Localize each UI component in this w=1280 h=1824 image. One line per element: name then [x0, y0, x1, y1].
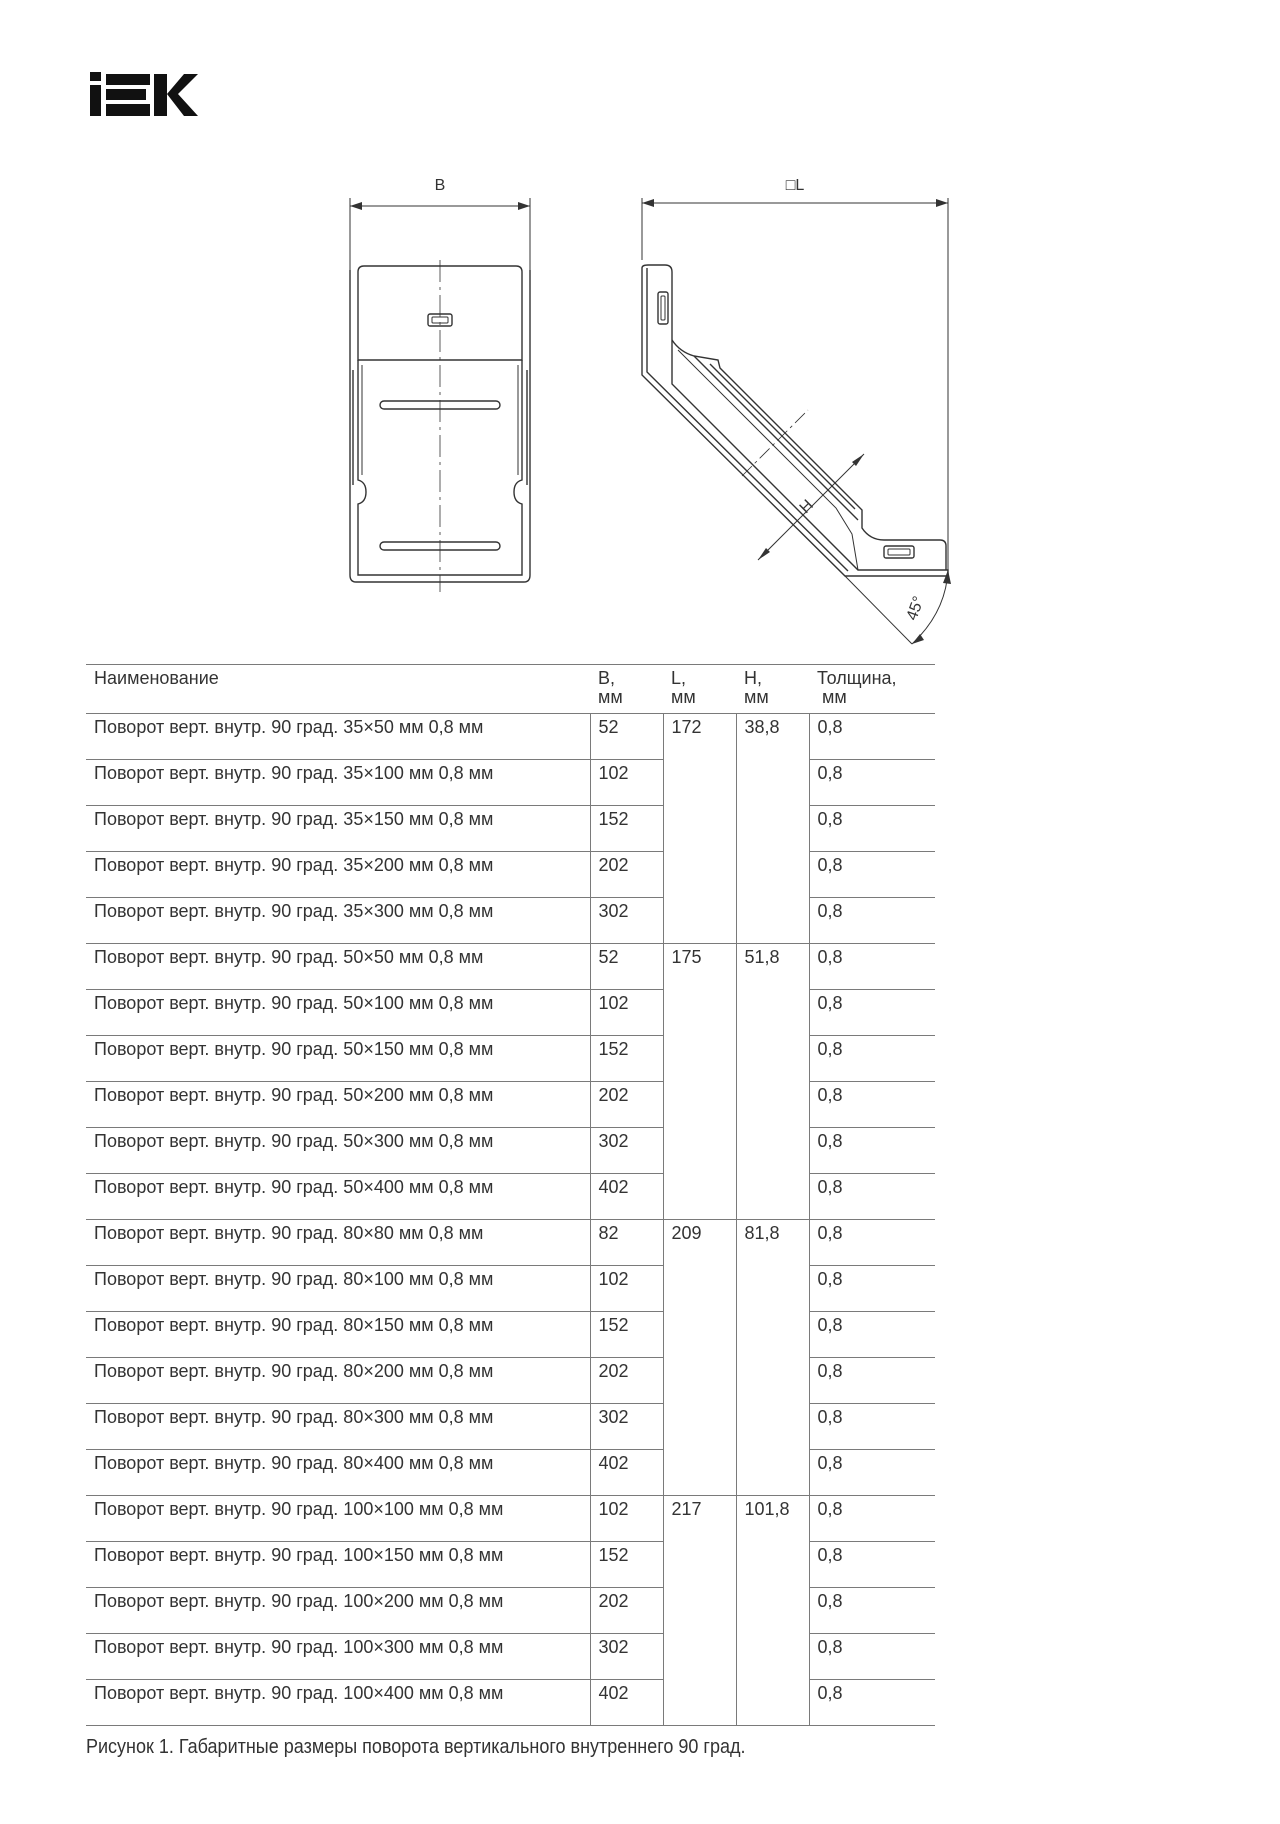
cell-h	[736, 1036, 809, 1082]
cell-h: 101,8	[736, 1496, 809, 1542]
cell-l	[663, 1404, 736, 1450]
cell-thickness: 0,8	[809, 1312, 935, 1358]
cell-b: 402	[590, 1680, 663, 1726]
cell-thickness: 0,8	[809, 1680, 935, 1726]
cell-name: Поворот верт. внутр. 90 град. 80×80 мм 0,8 мм	[86, 1220, 590, 1266]
cell-thickness: 0,8	[809, 852, 935, 898]
cell-h	[736, 1266, 809, 1312]
cell-l	[663, 1312, 736, 1358]
table-row	[86, 714, 935, 760]
cell-thickness: 0,8	[809, 1036, 935, 1082]
cell-b: 152	[590, 806, 663, 852]
table-row	[86, 1128, 935, 1174]
table-row	[86, 1680, 935, 1726]
cell-thickness: 0,8	[809, 1128, 935, 1174]
cell-name: Поворот верт. внутр. 90 град. 80×100 мм 0,8 мм	[86, 1266, 590, 1312]
cell-b: 202	[590, 852, 663, 898]
side-view	[642, 177, 951, 644]
table-row	[86, 990, 935, 1036]
angle-dimension-label: 45°	[903, 594, 928, 623]
table-row	[86, 806, 935, 852]
cell-l	[663, 1680, 736, 1726]
cell-l: 217	[663, 1496, 736, 1542]
cell-h	[736, 990, 809, 1036]
cell-thickness: 0,8	[809, 760, 935, 806]
cell-b: 202	[590, 1082, 663, 1128]
cell-h	[736, 1312, 809, 1358]
cell-name: Поворот верт. внутр. 90 град. 35×150 мм 0,8 мм	[86, 806, 590, 852]
cell-b: 102	[590, 1496, 663, 1542]
cell-name: Поворот верт. внутр. 90 град. 35×100 мм 0,8 мм	[86, 760, 590, 806]
table-row	[86, 1588, 935, 1634]
cell-thickness: 0,8	[809, 898, 935, 944]
cell-h	[736, 1082, 809, 1128]
cell-h	[736, 760, 809, 806]
cell-l	[663, 1542, 736, 1588]
table-row	[86, 898, 935, 944]
cell-h	[736, 1588, 809, 1634]
cell-b: 202	[590, 1588, 663, 1634]
cell-thickness: 0,8	[809, 1266, 935, 1312]
cell-h	[736, 1680, 809, 1726]
cell-l	[663, 1358, 736, 1404]
cell-name: Поворот верт. внутр. 90 град. 100×200 мм 0,8 мм	[86, 1588, 590, 1634]
cell-name: Поворот верт. внутр. 90 град. 80×300 мм 0,8 мм	[86, 1404, 590, 1450]
cell-h: 81,8	[736, 1220, 809, 1266]
cell-b: 102	[590, 760, 663, 806]
cell-b: 152	[590, 1036, 663, 1082]
cell-name: Поворот верт. внутр. 90 град. 100×100 мм 0,8 мм	[86, 1496, 590, 1542]
cell-name: Поворот верт. внутр. 90 град. 50×50 мм 0,8 мм	[86, 944, 590, 990]
cell-name: Поворот верт. внутр. 90 град. 50×400 мм 0,8 мм	[86, 1174, 590, 1220]
cell-thickness: 0,8	[809, 990, 935, 1036]
cell-b: 202	[590, 1358, 663, 1404]
width-dimension-label: B	[434, 177, 446, 194]
cell-l: 175	[663, 944, 736, 990]
table-row	[86, 1220, 935, 1266]
cell-thickness: 0,8	[809, 1634, 935, 1680]
cell-h: 51,8	[736, 944, 809, 990]
table-row	[86, 1312, 935, 1358]
cell-b: 302	[590, 1128, 663, 1174]
iek-logo	[90, 72, 198, 116]
table-row	[86, 1634, 935, 1680]
table-row	[86, 1358, 935, 1404]
cell-name: Поворот верт. внутр. 90 град. 80×150 мм 0,8 мм	[86, 1312, 590, 1358]
table-row	[86, 1266, 935, 1312]
cell-b: 152	[590, 1542, 663, 1588]
cell-l	[663, 990, 736, 1036]
cell-name: Поворот верт. внутр. 90 град. 35×200 мм 0,8 мм	[86, 852, 590, 898]
cell-b: 402	[590, 1450, 663, 1496]
cell-b: 52	[590, 714, 663, 760]
header-l: L, мм	[663, 665, 736, 714]
cell-l	[663, 1036, 736, 1082]
cell-thickness: 0,8	[809, 1496, 935, 1542]
cell-thickness: 0,8	[809, 1174, 935, 1220]
cell-name: Поворот верт. внутр. 90 град. 80×200 мм 0,8 мм	[86, 1358, 590, 1404]
cell-name: Поворот верт. внутр. 90 град. 80×400 мм 0,8 мм	[86, 1450, 590, 1496]
cell-h	[736, 1174, 809, 1220]
cell-l	[663, 1082, 736, 1128]
table-row	[86, 852, 935, 898]
cell-l	[663, 806, 736, 852]
cell-thickness: 0,8	[809, 1404, 935, 1450]
cell-l	[663, 760, 736, 806]
cell-name: Поворот верт. внутр. 90 град. 100×400 мм 0,8 мм	[86, 1680, 590, 1726]
header-name: Наименование	[86, 665, 590, 714]
cell-b: 302	[590, 1634, 663, 1680]
cell-name: Поворот верт. внутр. 90 град. 50×150 мм 0,8 мм	[86, 1036, 590, 1082]
cell-l	[663, 1450, 736, 1496]
cell-b: 82	[590, 1220, 663, 1266]
table-row	[86, 1450, 935, 1496]
cell-thickness: 0,8	[809, 1082, 935, 1128]
cell-b: 402	[590, 1174, 663, 1220]
cell-b: 302	[590, 898, 663, 944]
front-view	[350, 177, 530, 592]
cell-thickness: 0,8	[809, 806, 935, 852]
table-row	[86, 1174, 935, 1220]
cell-name: Поворот верт. внутр. 90 град. 35×50 мм 0,8 мм	[86, 714, 590, 760]
table-row	[86, 1082, 935, 1128]
cell-h: 38,8	[736, 714, 809, 760]
table-row	[86, 944, 935, 990]
cell-b: 102	[590, 1266, 663, 1312]
cell-h	[736, 806, 809, 852]
spec-table	[86, 664, 935, 1726]
cell-name: Поворот верт. внутр. 90 град. 50×100 мм 0,8 мм	[86, 990, 590, 1036]
cell-l	[663, 1128, 736, 1174]
table-row	[86, 1036, 935, 1082]
table-row	[86, 760, 935, 806]
cell-h	[736, 1450, 809, 1496]
length-dimension-label: □L	[785, 177, 805, 194]
cell-l	[663, 1266, 736, 1312]
cell-h	[736, 898, 809, 944]
cell-name: Поворот верт. внутр. 90 град. 35×300 мм 0,8 мм	[86, 898, 590, 944]
cell-thickness: 0,8	[809, 944, 935, 990]
cell-l: 172	[663, 714, 736, 760]
height-dimension-label: H	[796, 496, 817, 517]
cell-l: 209	[663, 1220, 736, 1266]
cell-b: 302	[590, 1404, 663, 1450]
cell-name: Поворот верт. внутр. 90 град. 100×150 мм 0,8 мм	[86, 1542, 590, 1588]
cell-l	[663, 1634, 736, 1680]
cell-thickness: 0,8	[809, 1542, 935, 1588]
cell-l	[663, 852, 736, 898]
cell-thickness: 0,8	[809, 1220, 935, 1266]
cell-l	[663, 898, 736, 944]
cell-h	[736, 1634, 809, 1680]
figure-caption: Рисунок 1. Габаритные размеры поворота вертикального внутреннего 90 град.	[86, 1736, 746, 1758]
cell-l	[663, 1174, 736, 1220]
cell-b: 152	[590, 1312, 663, 1358]
cell-name: Поворот верт. внутр. 90 град. 50×200 мм 0,8 мм	[86, 1082, 590, 1128]
table-row	[86, 1496, 935, 1542]
header-b: B, мм	[590, 665, 663, 714]
cell-thickness: 0,8	[809, 714, 935, 760]
table-header-row	[86, 665, 935, 714]
cell-l	[663, 1588, 736, 1634]
cell-h	[736, 1358, 809, 1404]
cell-b: 52	[590, 944, 663, 990]
cell-h	[736, 1542, 809, 1588]
cell-h	[736, 1404, 809, 1450]
technical-drawing	[0, 150, 1280, 670]
header-thickness: Толщина, мм	[809, 665, 935, 714]
cell-h	[736, 852, 809, 898]
cell-name: Поворот верт. внутр. 90 град. 100×300 мм 0,8 мм	[86, 1634, 590, 1680]
cell-b: 102	[590, 990, 663, 1036]
header-h: H, мм	[736, 665, 809, 714]
cell-thickness: 0,8	[809, 1358, 935, 1404]
cell-thickness: 0,8	[809, 1588, 935, 1634]
table-row	[86, 1542, 935, 1588]
cell-thickness: 0,8	[809, 1450, 935, 1496]
table-row	[86, 1404, 935, 1450]
cell-name: Поворот верт. внутр. 90 град. 50×300 мм 0,8 мм	[86, 1128, 590, 1174]
cell-h	[736, 1128, 809, 1174]
table-body	[86, 714, 935, 1726]
